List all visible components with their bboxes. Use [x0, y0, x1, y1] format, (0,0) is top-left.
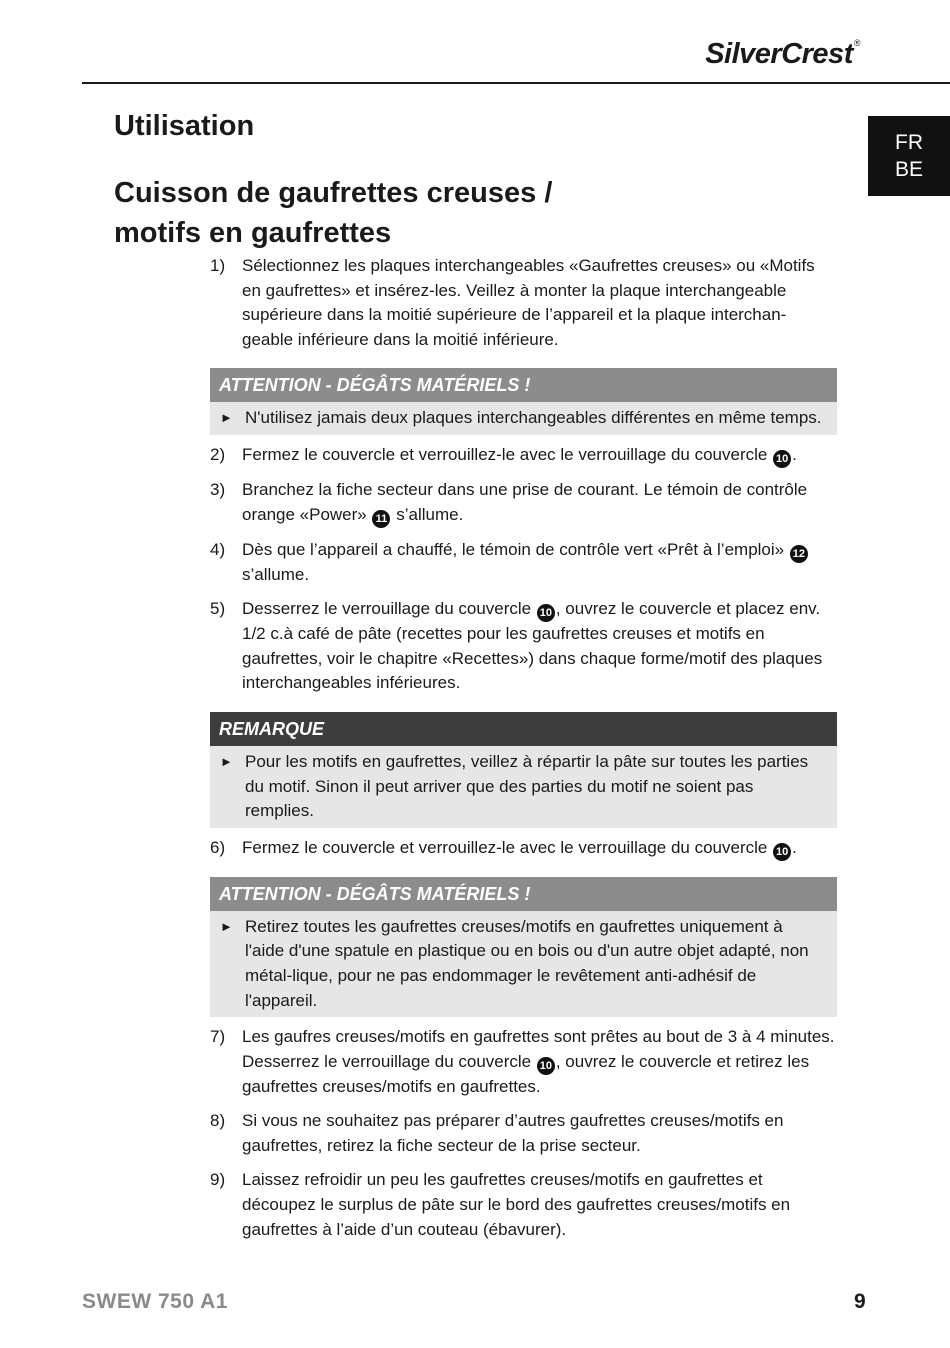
component-ref-badge: 11 [372, 510, 390, 528]
step-text-end: s’allume. [242, 564, 310, 584]
step-text-end: s’allume. [391, 504, 464, 524]
component-ref-badge: 10 [773, 843, 791, 861]
step-4 [210, 538, 837, 588]
step-number: 1) [210, 256, 226, 275]
bullet-arrow-icon: ► [220, 753, 233, 769]
warning-text: Retirez toutes les gaufrettes creuses/motifs en gaufrettes uniquement à l'aide d'une spatule en plastique ou en bois ou d'un autre objet adapté, non métal-lique, pour ne pas endommager le revêtement anti-adhésif de l'appareil. [245, 916, 809, 1010]
warning-box [210, 368, 837, 435]
note-text: Pour les motifs en gaufrettes, veillez à répartir la pâte sur toutes les parties du motif. Sinon il peut arriver que des parties du motif ne soient pas remplies. [245, 751, 809, 821]
sub-title [114, 173, 552, 253]
step-number: 7) [210, 1027, 226, 1047]
language-tab [868, 116, 950, 196]
warning-body [210, 911, 837, 1017]
step-7 [210, 1025, 837, 1099]
step-number: 4) [210, 539, 226, 559]
step-1 [210, 254, 837, 352]
step-text: Les gaufres creuses/motifs en gaufrettes sont prêtes au bout de 3 à 4 minutes. Desserrez le verrouillage du couvercle [242, 1027, 835, 1071]
step-text: Fermez le couvercle et verrouillez-le avec le verrouillage du couvercle [242, 837, 773, 857]
note-box [210, 712, 837, 828]
warning-title: ATTENTION - DÉGÂTS MATÉRIELS ! [210, 368, 837, 402]
step-3 [210, 478, 837, 528]
component-ref-badge: 10 [537, 1057, 555, 1075]
page-number: 9 [854, 1290, 866, 1313]
step-text: Sélectionnez les plaques interchangeables «Gaufrettes creuses» ou «Motifs en gaufrettes» et insérez-les. Veillez à monter la plaque interchangeable supérieure dans la moitié supérieure de l’appareil et la plaque interchan-geable inférieure dans la moitié inférieure. [242, 256, 815, 349]
sub-title-line-1: Cuisson de gaufrettes creuses / [114, 177, 553, 209]
step-5 [210, 597, 837, 696]
brand-logo: SilverCrest® [705, 38, 860, 70]
bullet-arrow-icon: ► [220, 410, 233, 426]
component-ref-badge: 10 [537, 604, 555, 622]
instructions [210, 254, 837, 1252]
bullet-arrow-icon: ► [220, 918, 233, 934]
step-text: Si vous ne souhaitez pas préparer d’autres gaufrettes creuses/motifs en gaufrettes, retirez la fiche secteur de la prise secteur. [242, 1111, 784, 1155]
warning-body [210, 402, 837, 435]
step-number: 5) [210, 599, 226, 619]
step-number: 2) [210, 444, 226, 464]
step-text: Desserrez le verrouillage du couvercle [242, 599, 536, 619]
registered-mark: ® [853, 38, 860, 48]
language-code-be: BE [894, 158, 923, 181]
component-ref-badge: 10 [773, 450, 791, 468]
language-code-fr: FR [895, 131, 923, 154]
step-number: 8) [210, 1111, 226, 1131]
step-2 [210, 443, 837, 468]
step-text-end: , ouvrez le couvercle et placez env. 1/2 c.à café de pâte (recettes pour les gaufrettes creuses et motifs en gaufrettes, voir le chapitre «Recettes») dans chaque forme/motif des plaques interchangeables inférieures. [242, 599, 823, 693]
step-text-end: . [792, 837, 797, 857]
step-text: Fermez le couvercle et verrouillez-le avec le verrouillage du couvercle [242, 444, 773, 464]
step-text: Laissez refroidir un peu les gaufrettes creuses/motifs en gaufrettes et découpez le surplus de pâte sur le bord des gaufrettes creuses/motifs en gaufrettes à l’aide d’un couteau (ébavurer). [242, 1170, 791, 1239]
step-9 [210, 1168, 837, 1242]
section-title: Utilisation [114, 110, 255, 142]
step-8 [210, 1109, 837, 1158]
warning-box [210, 877, 837, 1017]
step-6 [210, 836, 837, 861]
step-text-end: , ouvrez le couvercle et retirez les gaufrettes creuses/motifs en gaufrettes. [242, 1051, 810, 1096]
note-body [210, 746, 837, 828]
step-text: Dès que l’appareil a chauffé, le témoin de contrôle vert «Prêt à l’emploi» [242, 539, 789, 559]
step-text-end: . [792, 444, 797, 464]
step-number: 3) [210, 479, 226, 499]
component-ref-badge: 12 [790, 545, 808, 563]
step-number: 9) [210, 1170, 226, 1190]
step-text: Branchez la fiche secteur dans une prise de courant. Le témoin de contrôle orange «Power» [242, 479, 808, 524]
note-title: REMARQUE [210, 712, 837, 746]
warning-title: ATTENTION - DÉGÂTS MATÉRIELS ! [210, 877, 837, 911]
footer-model-number: SWEW 750 A1 [82, 1290, 228, 1313]
step-number: 6) [210, 837, 226, 857]
header-rule [82, 82, 950, 84]
warning-text: N'utilisez jamais deux plaques interchangeables différentes en même temps. [245, 408, 822, 428]
sub-title-line-2: motifs en gaufrettes [114, 217, 392, 249]
